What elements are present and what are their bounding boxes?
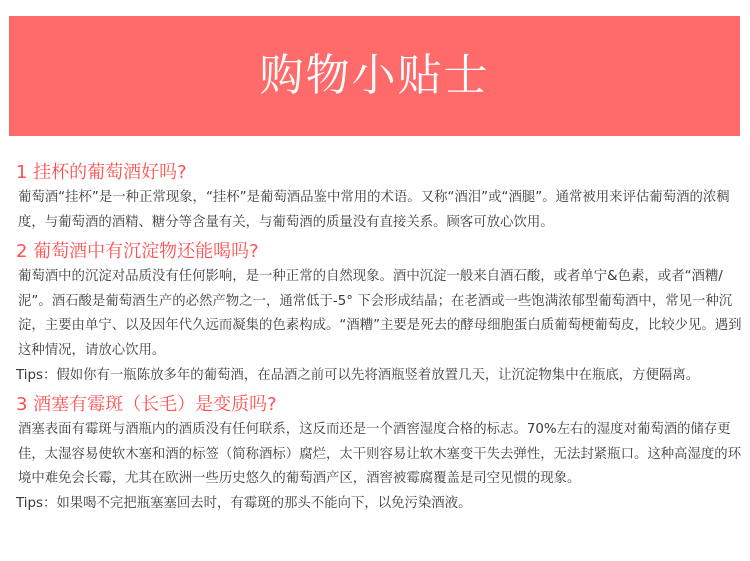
section-title: 1 挂杯的葡萄酒好吗? — [16, 162, 187, 183]
header-banner — [9, 16, 740, 136]
section-title: 2 葡萄酒中有沉淀物还能喝吗? — [16, 241, 259, 263]
section-cork-mold — [16, 392, 742, 516]
section-body: 葡萄酒“挂杯”是一种正常现象，“挂杯”是葡萄酒品鉴中常用的术语。又称“酒泪”或“酒腿”。通常被用来评估葡萄酒的浓稠度，与葡萄酒的酒精、糖分等含量有关，与葡萄酒的质量没有直接关系。顾客可放心饮用。 — [18, 190, 730, 230]
tips-content — [16, 160, 742, 517]
banner-title: 购物小贴士 — [259, 50, 490, 101]
section-wine-legs — [16, 160, 742, 235]
section-sediment — [16, 239, 742, 388]
section-tip: Tips：如果喝不完把瓶塞塞回去时，有霉斑的那头不能向下，以免污染酒液。 — [16, 495, 472, 511]
section-tip: Tips：假如你有一瓶陈放多年的葡萄酒，在品酒之前可以先将酒瓶竖着放置几天，让沉淀物集中在瓶底，方便隔离。 — [16, 367, 700, 383]
section-body: 酒塞表面有霉斑与酒瓶内的酒质没有任何联系，这反而还是一个酒窖湿度合格的标志。70%左右的湿度对葡萄酒的储存更佳，太湿容易使软木塞和酒的标签（简称酒标）腐烂，太干则容易让软木塞变干失去弹性，无法封紧瓶口。这种高湿度的环境中难免会长霉，尤其在欧洲一些历史悠久的葡萄酒产区，酒窖被霉腐覆盖是司空见惯的现象。 — [18, 422, 742, 487]
section-title: 3 酒塞有霉斑（长毛）是变质吗? — [16, 394, 277, 416]
section-body: 葡萄酒中的沉淀对品质没有任何影响，是一种正常的自然现象。酒中沉淀一般来自酒石酸，或者单宁&色素，或者“酒糟/泥”。酒石酸是葡萄酒生产的必然产物之一，通常低于-5° 下会形成结晶；在老酒或一些饱满浓郁型葡萄酒中，常见一种沉淀，主要由单宁、以及因年代久远而凝集的色素构成。“酒糟”主要是死去的酵母细胞蛋白质葡萄梗葡萄皮，比较少见。遇到这种情况，请放心饮用。 — [18, 269, 742, 358]
